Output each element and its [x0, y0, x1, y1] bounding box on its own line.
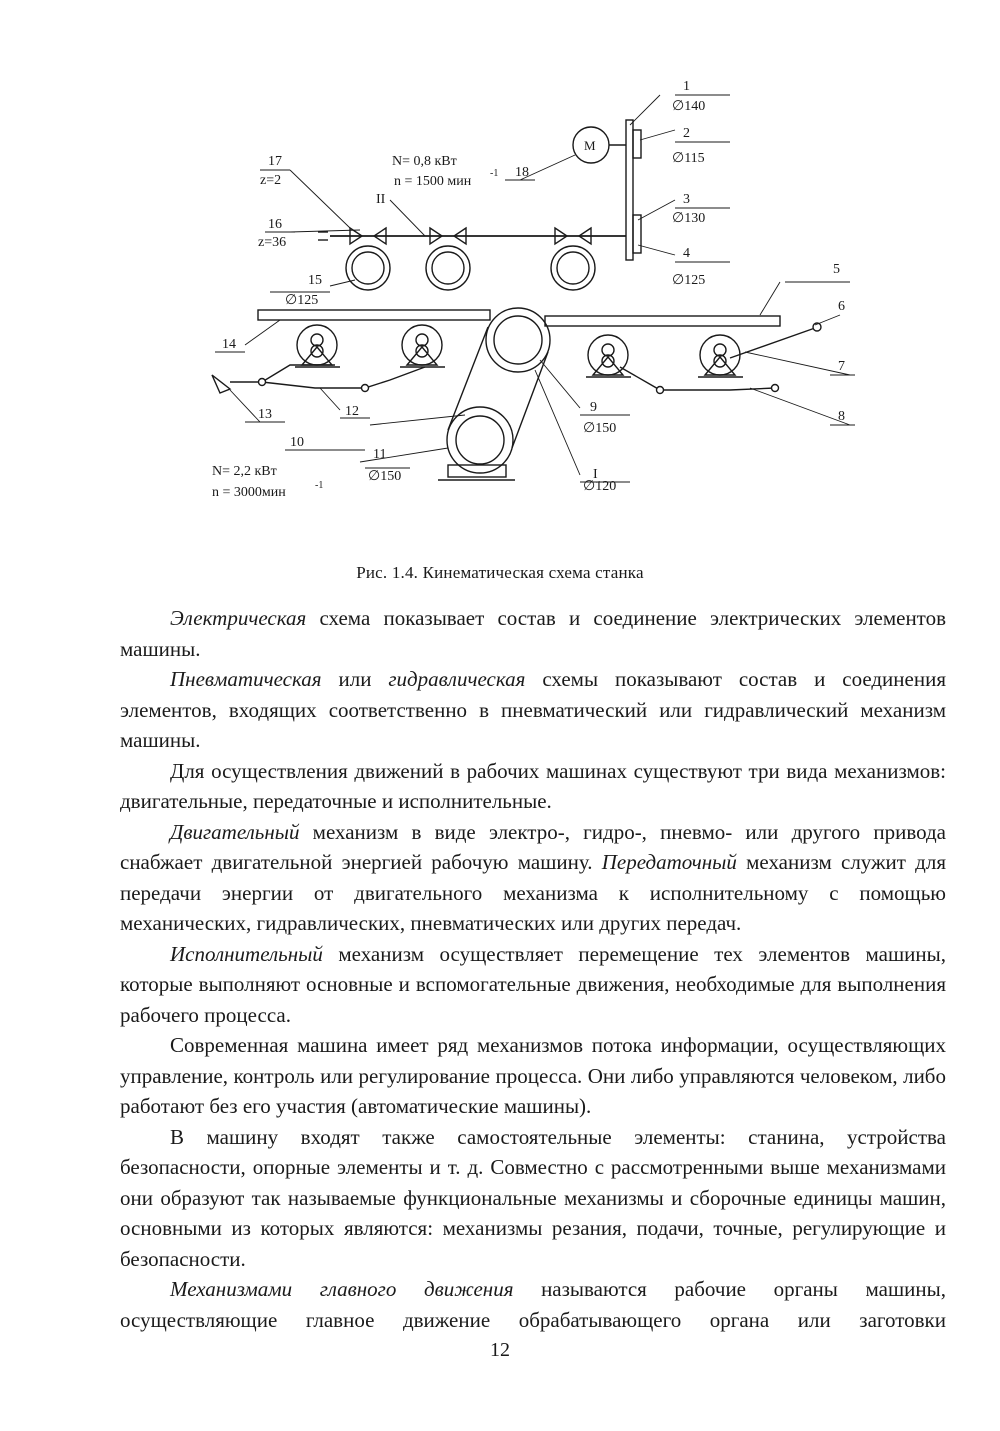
label-d125: ∅125: [672, 273, 706, 288]
label-d125-15: ∅125: [285, 293, 319, 308]
pulley-2: [633, 130, 641, 158]
label-12: 12: [345, 404, 359, 419]
leader-lines: [215, 95, 855, 482]
pulley-belt-bar: [626, 120, 633, 260]
linkages: [212, 323, 821, 394]
label-shaft-ii: II: [376, 192, 386, 207]
paragraph: Современная машина имеет ряд механизмов потока информации, осуществляющих управление, контроль или регулирование процесса. Они либо управляются человеком, либо работают без его участия (автоматические машины).: [120, 1033, 946, 1118]
kinematic-diagram: [190, 70, 870, 540]
label-z2: z=2: [260, 173, 282, 188]
label-z36: z=36: [258, 235, 287, 250]
label-13: 13: [258, 407, 272, 422]
motor-speed-2: n = 3000мин: [212, 485, 286, 500]
label-d150-9: ∅150: [583, 421, 617, 436]
motor-speed-1-exp: -1: [490, 168, 499, 179]
motor-label: М: [584, 138, 596, 153]
motor-power-1: N= 0,8 кВт: [392, 154, 457, 169]
label-6: 6: [838, 299, 845, 314]
paragraph: Для осуществления движений в рабочих машинах существуют три вида механизмов: двигательные, передаточные и исполнительные.: [120, 758, 946, 813]
motor-speed-2-exp: -1: [315, 480, 324, 491]
rollers-left: [295, 325, 445, 367]
label-10: 10: [290, 435, 304, 450]
label-d130: ∅130: [672, 211, 706, 226]
label-16: 16: [268, 217, 282, 232]
label-9: 9: [590, 400, 597, 415]
label-d150-11: ∅150: [368, 469, 402, 484]
motor-power-2: N= 2,2 кВт: [212, 464, 277, 479]
label-1: 1: [683, 79, 690, 94]
paragraph: Двигательный механизм в виде электро-, гидро-, пневмо- или другого привода снабжает двигательной энергией рабочую машину. Передаточный механизм служит для передачи энергии от двигательного механизма к исполнительному с помощью механических, гидравлических, пневматических или других передач.: [120, 819, 946, 935]
label-17: 17: [268, 154, 282, 169]
kinematic-diagram-svg: [190, 70, 870, 540]
paragraph: В машину входят также самостоятельные элементы: станина, устройства безопасности, опорные элементы и т. д. Совместно с рассмотренными выше механизмами они образуют так называемые функциональные механизмы и сборочные единицы машин, основными из которых являются: механизмы резания, подачи, точные, регулирующие и безопасности.: [120, 1124, 946, 1271]
belt-drive: [438, 308, 550, 480]
motor-speed-1: n = 1500 мин: [394, 174, 472, 189]
label-d140: ∅140: [672, 99, 706, 114]
label-4: 4: [683, 246, 690, 261]
label-d115: ∅115: [672, 151, 705, 166]
label-7: 7: [838, 359, 845, 374]
figure-caption: Рис. 1.4. Кинематическая схема станка: [356, 563, 644, 582]
label-3: 3: [683, 192, 690, 207]
paragraph: Исполнительный механизм осуществляет перемещение тех элементов машины, которые выполняют основные и вспомогательные движения, необходимые для выполнения рабочего процесса.: [120, 941, 946, 1027]
label-18: 18: [515, 165, 529, 180]
label-shaft-i: I: [593, 467, 598, 482]
rollers-right: [586, 335, 743, 377]
table-left: [258, 310, 490, 320]
paragraph: Электрическая схема показывает состав и соединение электрических элементов машины.: [120, 606, 946, 661]
paragraph: Пневматическая или гидравлическая схемы показывают состав и соединения элементов, входящих соответственно в пневматический или гидравлический механизм машины.: [120, 667, 946, 752]
label-14: 14: [222, 337, 236, 352]
page-number: 12: [490, 1339, 510, 1361]
label-2: 2: [683, 126, 690, 141]
body-text: [120, 603, 946, 1335]
label-d120: ∅120: [583, 479, 617, 494]
worm-wheels: [346, 246, 595, 290]
label-8: 8: [838, 409, 845, 424]
label-5: 5: [833, 262, 840, 277]
table-right: [545, 316, 780, 326]
label-15: 15: [308, 273, 322, 288]
label-11: 11: [373, 447, 387, 462]
paragraph: Механизмами главного движения называются рабочие органы машины, осуществляющие главное движение обрабатывающего органа или заготовки: [120, 1277, 946, 1332]
pulley-4: [633, 215, 641, 253]
